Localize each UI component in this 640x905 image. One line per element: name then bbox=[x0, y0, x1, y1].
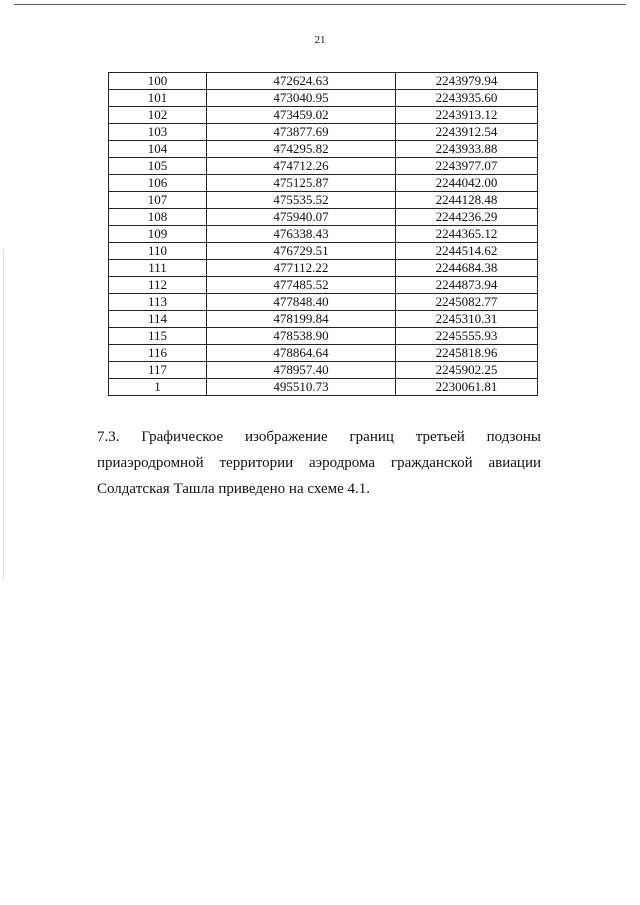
x-coordinate-cell: 473040.95 bbox=[206, 90, 395, 107]
x-coordinate-cell: 475940.07 bbox=[206, 209, 395, 226]
x-coordinate-cell: 477112.22 bbox=[206, 260, 395, 277]
table-row bbox=[109, 243, 538, 260]
table-row bbox=[109, 124, 538, 141]
table-row bbox=[109, 158, 538, 175]
y-coordinate-cell: 2244514.62 bbox=[396, 243, 538, 260]
x-coordinate-cell: 472624.63 bbox=[206, 73, 395, 90]
point-number-cell: 103 bbox=[109, 124, 207, 141]
y-coordinate-cell: 2243935.60 bbox=[396, 90, 538, 107]
page-number: 21 bbox=[314, 34, 326, 46]
table-row bbox=[109, 345, 538, 362]
point-number-cell: 107 bbox=[109, 192, 207, 209]
table-row bbox=[109, 362, 538, 379]
y-coordinate-cell: 2244042.00 bbox=[396, 175, 538, 192]
top-rule bbox=[14, 4, 626, 5]
point-number-cell: 1 bbox=[109, 379, 207, 396]
y-coordinate-cell: 2230061.81 bbox=[396, 379, 538, 396]
point-number-cell: 106 bbox=[109, 175, 207, 192]
y-coordinate-cell: 2244365.12 bbox=[396, 226, 538, 243]
x-coordinate-cell: 474712.26 bbox=[206, 158, 395, 175]
point-number-cell: 109 bbox=[109, 226, 207, 243]
y-coordinate-cell: 2243977.07 bbox=[396, 158, 538, 175]
table-row bbox=[109, 192, 538, 209]
x-coordinate-cell: 495510.73 bbox=[206, 379, 395, 396]
point-number-cell: 110 bbox=[109, 243, 207, 260]
x-coordinate-cell: 475125.87 bbox=[206, 175, 395, 192]
point-number-cell: 101 bbox=[109, 90, 207, 107]
x-coordinate-cell: 478538.90 bbox=[206, 328, 395, 345]
scan-mark bbox=[3, 250, 4, 580]
table-row bbox=[109, 260, 538, 277]
table-row bbox=[109, 141, 538, 158]
y-coordinate-cell: 2245555.93 bbox=[396, 328, 538, 345]
table-row bbox=[109, 107, 538, 124]
table-row bbox=[109, 379, 538, 396]
point-number-cell: 104 bbox=[109, 141, 207, 158]
paragraph-text: 7.3. Графическое изображение границ третьей подзоны приаэродромной территории аэродрома гражданской авиации Солдатская Ташла приведено на схеме 4.1. bbox=[97, 429, 541, 497]
x-coordinate-cell: 475535.52 bbox=[206, 192, 395, 209]
table-row bbox=[109, 311, 538, 328]
point-number-cell: 116 bbox=[109, 345, 207, 362]
x-coordinate-cell: 477848.40 bbox=[206, 294, 395, 311]
point-number-cell: 111 bbox=[109, 260, 207, 277]
table-row bbox=[109, 294, 538, 311]
point-number-cell: 108 bbox=[109, 209, 207, 226]
y-coordinate-cell: 2243979.94 bbox=[396, 73, 538, 90]
y-coordinate-cell: 2245818.96 bbox=[396, 345, 538, 362]
x-coordinate-cell: 478957.40 bbox=[206, 362, 395, 379]
y-coordinate-cell: 2245082.77 bbox=[396, 294, 538, 311]
coordinates-table-body bbox=[109, 73, 538, 396]
y-coordinate-cell: 2243912.54 bbox=[396, 124, 538, 141]
table-row bbox=[109, 328, 538, 345]
x-coordinate-cell: 477485.52 bbox=[206, 277, 395, 294]
y-coordinate-cell: 2245902.25 bbox=[396, 362, 538, 379]
table-row bbox=[109, 73, 538, 90]
x-coordinate-cell: 474295.82 bbox=[206, 141, 395, 158]
y-coordinate-cell: 2245310.31 bbox=[396, 311, 538, 328]
point-number-cell: 102 bbox=[109, 107, 207, 124]
coordinates-table bbox=[108, 72, 538, 396]
table-row bbox=[109, 226, 538, 243]
y-coordinate-cell: 2243933.88 bbox=[396, 141, 538, 158]
x-coordinate-cell: 473459.02 bbox=[206, 107, 395, 124]
x-coordinate-cell: 476338.43 bbox=[206, 226, 395, 243]
point-number-cell: 113 bbox=[109, 294, 207, 311]
y-coordinate-cell: 2244684.38 bbox=[396, 260, 538, 277]
point-number-cell: 114 bbox=[109, 311, 207, 328]
x-coordinate-cell: 476729.51 bbox=[206, 243, 395, 260]
table-row bbox=[109, 209, 538, 226]
section-paragraph bbox=[97, 424, 541, 502]
point-number-cell: 100 bbox=[109, 73, 207, 90]
point-number-cell: 112 bbox=[109, 277, 207, 294]
table-row bbox=[109, 90, 538, 107]
x-coordinate-cell: 478864.64 bbox=[206, 345, 395, 362]
y-coordinate-cell: 2244236.29 bbox=[396, 209, 538, 226]
point-number-cell: 117 bbox=[109, 362, 207, 379]
y-coordinate-cell: 2243913.12 bbox=[396, 107, 538, 124]
x-coordinate-cell: 478199.84 bbox=[206, 311, 395, 328]
point-number-cell: 115 bbox=[109, 328, 207, 345]
table-row bbox=[109, 277, 538, 294]
table-row bbox=[109, 175, 538, 192]
y-coordinate-cell: 2244128.48 bbox=[396, 192, 538, 209]
point-number-cell: 105 bbox=[109, 158, 207, 175]
x-coordinate-cell: 473877.69 bbox=[206, 124, 395, 141]
y-coordinate-cell: 2244873.94 bbox=[396, 277, 538, 294]
